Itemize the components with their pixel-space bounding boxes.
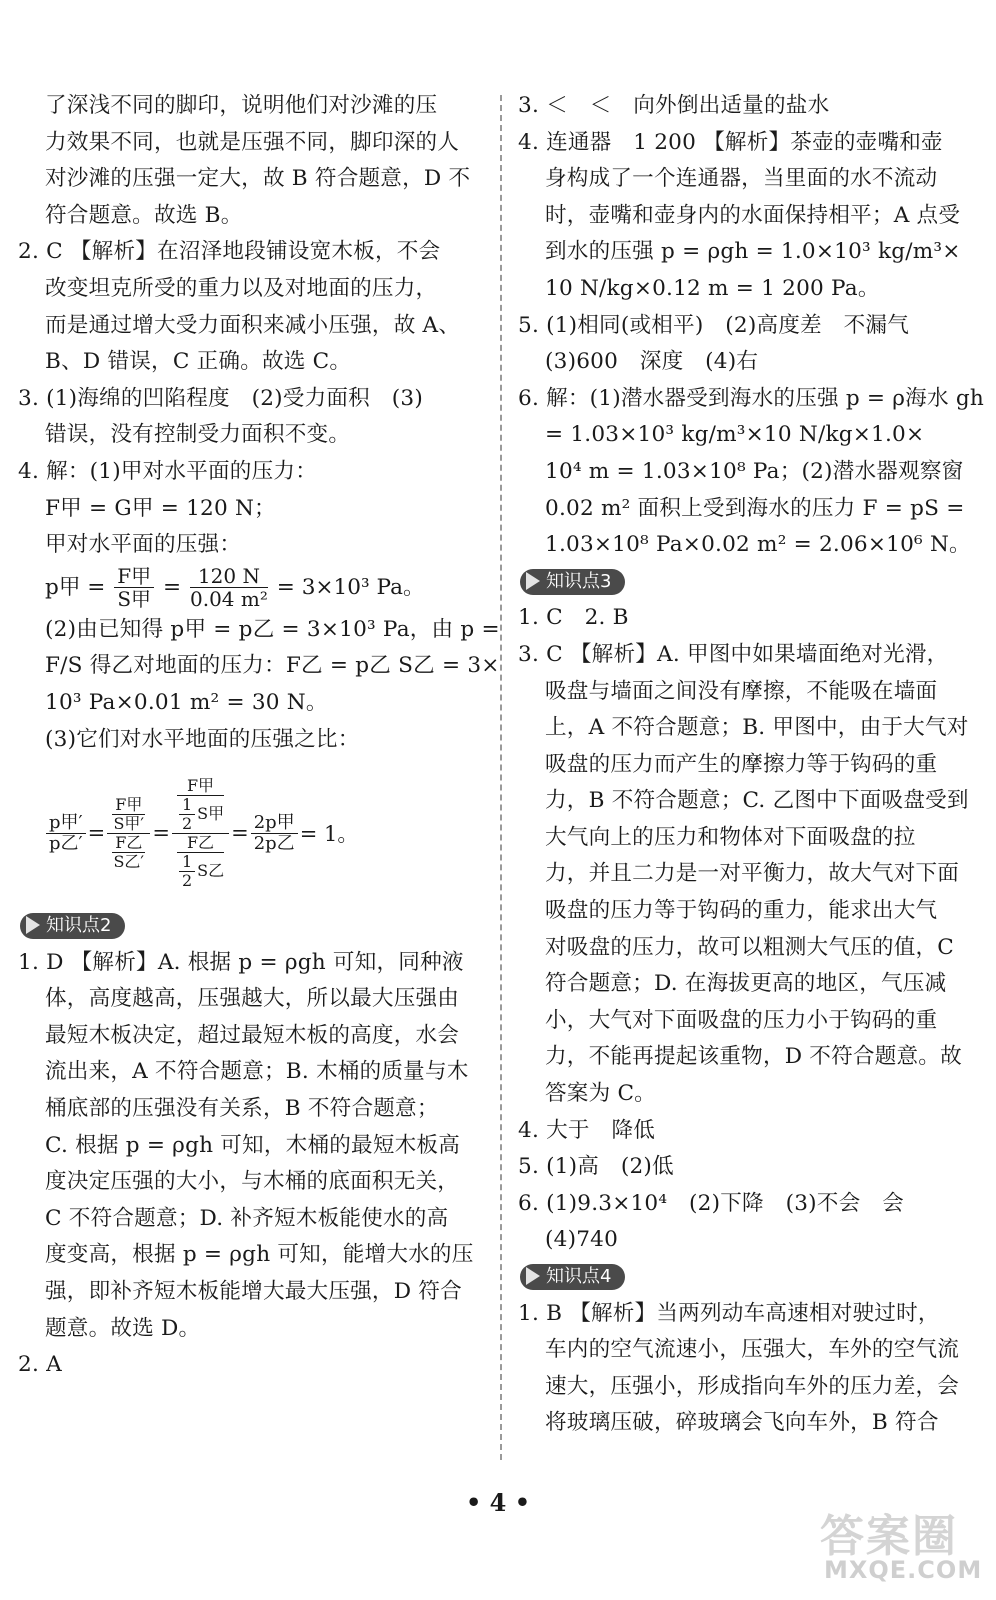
section-header: [518, 564, 980, 601]
denominator: 0.04 m²: [189, 587, 268, 612]
answer-item: 3. ＜ ＜ 向外倒出适量的盐水: [518, 93, 830, 118]
text-line: 大气向上的压力和物体对下面吸盘的拉: [545, 824, 916, 850]
area-symbol: S乙: [197, 860, 225, 880]
text-line: 题意。故选 D。: [45, 1315, 201, 1341]
fraction: [112, 834, 145, 871]
play-arrow-icon: [526, 1267, 540, 1285]
denominator: S乙′: [113, 851, 145, 871]
equals-sign: =: [163, 574, 182, 600]
text-line: 流出来，A 不符合题意；B. 木桶的质量与木: [45, 1059, 469, 1085]
text-line: 最短木板决定，超过最短木板的高度，水会: [45, 1022, 460, 1048]
section-badge: [520, 569, 625, 595]
numerator: F甲: [112, 796, 145, 815]
text-line: 力，B 不符合题意；C. 乙图中下面吸盘受到: [545, 788, 969, 814]
denominator: S甲: [117, 587, 152, 612]
text-line: 10³ Pa×0.01 m² = 30 N。: [45, 689, 328, 715]
answer-item: 1. B 【解析】当两列动车高速相对驶过时，: [518, 1300, 940, 1326]
answer-item: 1. C 2. B: [518, 605, 629, 631]
answer-item: 5. (1)高 (2)低: [518, 1154, 674, 1180]
area-symbol: S甲: [197, 803, 225, 823]
text-line: 桶底部的压强没有关系，B 不符合题意；: [45, 1096, 439, 1122]
eq-rhs: = 3×10³ Pa。: [276, 574, 425, 600]
section-badge-label: 知识点4: [546, 1266, 612, 1287]
section-badge: [520, 1264, 625, 1290]
fraction: [251, 813, 298, 854]
answer-item: 6. 解：(1)潜水器受到海水的压强 p = ρ海水 gh: [518, 385, 984, 411]
text-line: 吸盘的压力而产生的摩擦力等于钩码的重: [545, 751, 938, 777]
text-line: 力，不能再提起该重物，D 不符合题意。故: [545, 1044, 962, 1070]
text-line: 了深浅不同的脚印，说明他们对沙滩的压: [45, 93, 438, 118]
page-number: • 4 •: [465, 1488, 531, 1517]
section-header: [518, 1259, 980, 1296]
text-line: 身构成了一个连通器，当里面的水不流动: [545, 166, 938, 192]
section-badge-label: 知识点3: [546, 570, 612, 592]
equals-sign: =: [231, 821, 249, 846]
text-line: 力效果不同，也就是压强不同，脚印深的人: [45, 129, 460, 155]
fraction: [177, 834, 224, 890]
text-line: 度决定压强的大小，与木桶的底面积无关，: [45, 1169, 460, 1195]
text-line: 1.03×10⁸ Pa×0.02 m² = 2.06×10⁶ N。: [545, 532, 971, 558]
fraction: [190, 565, 268, 610]
text-line: 0.02 m² 面积上受到海水的压力 F = pS =: [545, 495, 965, 521]
section-badge-label: 知识点2: [46, 915, 112, 937]
answer-item: 4. 解：(1)甲对水平面的压力：: [18, 458, 317, 484]
text-line: 力，并且二力是一对平衡力，故大气对下面: [545, 861, 960, 887]
answer-item: 2. C 【解析】在沼泽地段铺设宽木板，不会: [18, 239, 441, 265]
denominator: p乙′: [49, 832, 83, 854]
ratio-equation: [18, 758, 476, 908]
numerator: [107, 796, 150, 834]
text-line: B、D 错误，C 正确。故选 C。: [45, 349, 352, 375]
text-line: 符合题意；D. 在海拔更高的地区，气压减: [545, 971, 947, 997]
numerator: p甲′: [46, 813, 86, 834]
compound-fraction: [172, 777, 229, 890]
denominator: 2: [181, 813, 193, 833]
answer-item: 4. 连通器 1 200 【解析】茶壶的壶嘴和壶: [518, 129, 943, 155]
answer-item: 6. (1)9.3×10⁴ (2)下降 (3)不会 会: [518, 1190, 904, 1216]
numerator: F乙: [112, 834, 145, 853]
text-line: (3)600 深度 (4)右: [545, 349, 759, 375]
eq-result: = 1。: [299, 822, 359, 847]
text-line: 速大，压强小，形成指向车外的压力差，会: [545, 1373, 960, 1399]
denominator: [177, 796, 224, 833]
text-line: = 1.03×10³ kg/m³×10 N/kg×1.0×: [545, 422, 925, 448]
text-line: (3)它们对水平地面的压强之比：: [45, 726, 360, 752]
numerator: 1: [179, 796, 195, 815]
denominator: S甲′: [113, 813, 145, 833]
text-line: 10⁴ m = 1.03×10⁸ Pa；(2)潜水器观察窗: [545, 458, 964, 484]
text-line: 车内的空气流速小，压强大，车外的空气流: [545, 1337, 960, 1363]
denominator: 2p乙: [253, 832, 295, 854]
fraction: [112, 796, 145, 833]
play-arrow-icon: [526, 572, 540, 590]
half-fraction: [179, 853, 195, 890]
half-fraction: [179, 796, 195, 833]
text-line: 吸盘与墙面之间没有摩擦，不能吸在墙面: [545, 678, 938, 704]
answer-item: 3. (1)海绵的凹陷程度 (2)受力面积 (3): [18, 385, 423, 411]
section-badge: [20, 913, 125, 939]
text-line: 将玻璃压破，碎玻璃会飞向车外，B 符合: [545, 1410, 939, 1436]
numerator: F甲: [114, 565, 154, 588]
answer-item: 4. 大于 降低: [518, 1117, 656, 1143]
numerator: 120 N: [190, 565, 268, 588]
text-line: 时，壶嘴和壶身内的水面保持相平；A 点受: [545, 202, 961, 228]
text-line: 改变坦克所受的重力以及对地面的压力，: [45, 275, 438, 301]
answer-item: 1. D 【解析】A. 根据 p = ρgh 可知，同种液: [18, 949, 464, 975]
denominator: [177, 853, 224, 890]
text-line: 答案为 C。: [545, 1081, 656, 1107]
text-line: 对吸盘的压力，故可以粗测大气压的值，C: [545, 934, 955, 960]
formula-line: F甲 = G甲 = 120 N；: [45, 495, 276, 521]
eq-lhs: p甲 =: [45, 574, 106, 600]
text-line: 10 N/kg×0.12 m = 1 200 Pa。: [545, 275, 880, 301]
text-line: 甲对水平面的压强：: [45, 532, 242, 558]
text-line: (4)740: [545, 1227, 619, 1253]
numerator: 2p甲: [251, 813, 298, 834]
text-line: (2)由已知得 p甲 = p乙 = 3×10³ Pa，由 p =: [45, 616, 500, 642]
text-line: C. 根据 p = ρgh 可知，木桶的最短木板高: [45, 1132, 460, 1158]
text-line: 错误，没有控制受力面积不变。: [45, 422, 351, 448]
denominator: [107, 834, 150, 871]
text-line: 体，高度越高，压强越大，所以最大压强由: [45, 986, 460, 1012]
text-line: 而是通过增大受力面积来减小压强，故 A、: [45, 312, 461, 338]
column-divider: [500, 95, 502, 1460]
text-line: 上，A 不符合题意；B. 甲图中，由于大气对: [545, 715, 969, 741]
watermark-url: MXQE.COM: [824, 1556, 983, 1584]
right-column: [518, 88, 984, 1442]
denominator: 2: [181, 870, 193, 890]
equals-sign: =: [87, 821, 106, 846]
text-line: 对沙滩的压强一定大，故 B 符合题意，D 不: [45, 166, 471, 192]
numerator: [172, 777, 229, 834]
play-arrow-icon: [26, 916, 40, 934]
denominator: [172, 834, 229, 890]
text-line: F/S 得乙对地面的压力：F乙 = p乙 S乙 = 3×: [45, 653, 500, 679]
numerator: F乙: [177, 834, 224, 853]
answer-item: 2. A: [18, 1352, 62, 1378]
watermark-logo: [820, 1500, 983, 1590]
compound-fraction: [107, 796, 150, 871]
text-line: 吸盘的压力等于钩码的重力，能求出大气: [545, 898, 938, 924]
pressure-equation: [18, 564, 476, 612]
fraction: [114, 565, 154, 610]
numerator: 1: [179, 853, 195, 872]
fraction: [46, 813, 86, 854]
fraction: [177, 777, 224, 833]
answer-item: 5. (1)相同(或相平) (2)高度差 不漏气: [518, 312, 910, 338]
left-column: [18, 88, 500, 1384]
text-line: 到水的压强 p = ρgh = 1.0×10³ kg/m³×: [545, 239, 961, 265]
answer-item: 3. C 【解析】A. 甲图中如果墙面绝对光滑，: [518, 641, 949, 667]
text-line: 符合题意。故选 B。: [45, 202, 243, 228]
text-line: 小，大气对下面吸盘的压力小于钩码的重: [545, 1007, 938, 1033]
watermark-brand: 答案圈: [820, 1511, 958, 1562]
equals-sign: =: [152, 821, 170, 846]
text-line: 强，即补齐短木板能增大最大压强，D 符合: [45, 1279, 462, 1305]
text-line: C 不符合题意；D. 补齐短木板能使水的高: [45, 1205, 449, 1231]
text-line: 度变高，根据 p = ρgh 可知，能增大水的压: [45, 1242, 474, 1268]
section-header: [18, 908, 476, 945]
numerator: F甲: [177, 777, 224, 796]
